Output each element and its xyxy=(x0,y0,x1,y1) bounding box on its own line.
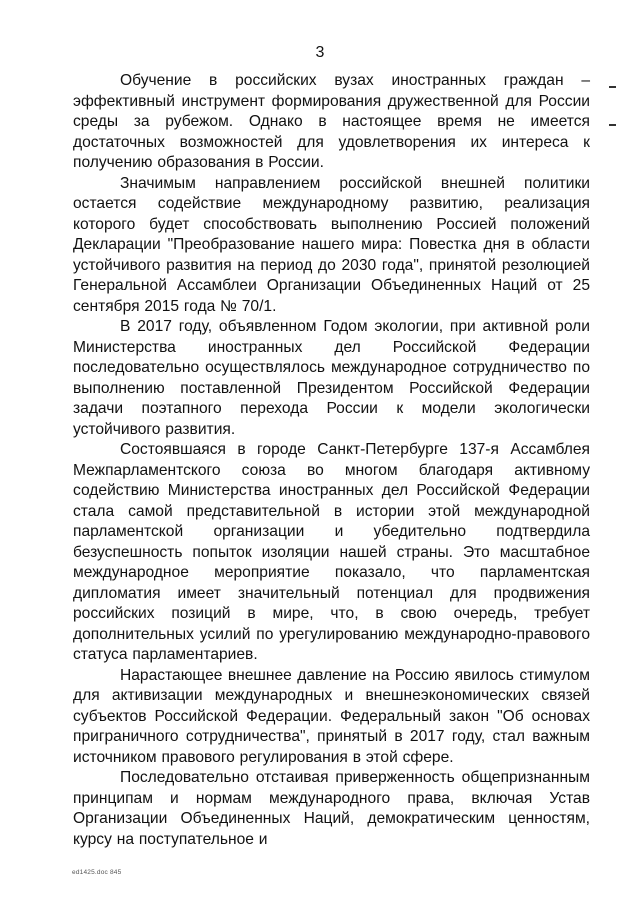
paragraph-ecology-year: В 2017 году, объявленном Годом экологии, при активной роли Министерства иностранных дел Российской Федерации последовательно осуществлялось международное сотрудничество по выполнению поставленной Президентом Российской Федерации задачи поэтапного перехода России к модели экологически устойчивого развития. xyxy=(73,318,590,438)
paragraph-development-assistance: Значимым направлением российской внешней политики остается содействие международному развитию, реализация которого будет способствовать выполнению Россией положений Декларации "Преобразование нашего мира: Повестка дня в области устойчивого развития на период до 2030 года", принятой резолюцией Генеральной Ассамблеи Организации Объединенных Наций от 25 сентября 2015 года № 70/1. xyxy=(73,174,590,315)
margin-mark xyxy=(609,86,616,88)
paragraph-ipu-assembly: Состоявшаяся в городе Санкт-Петербурге 137-я Ассамблея Межпарламентского союза во многом благодаря активному содействию Министерства иностранных дел Российской Федерации стала самой представительной в истории этой международной парламентской организации и убедительно подтвердила безуспешность попыток изоляции нашей страны. Это масштабное международное мероприятие показало, что парламентская дипломатия имеет значительный потенциал для продвижения российских позиций в мире, что, в свою очередь, требует дополнительных усилий по урегулированию международно-правового статуса парламентариев. xyxy=(73,441,590,663)
footer-doc-code: ed1425.doc 845 xyxy=(72,869,122,876)
paragraph-international-law: Последовательно отстаивая приверженность общепризнанным принципам и нормам международного права, включая Устав Организации Объединенных Наций, демократическим ценностям, курсу на поступательное и xyxy=(73,769,590,848)
document-body xyxy=(73,71,590,850)
margin-mark xyxy=(609,124,616,126)
paragraph-regional-cooperation: Нарастающее внешнее давление на Россию явилось стимулом для активизации международных и внешнеэкономических связей субъектов Российской Федерации. Федеральный закон "Об основах приграничного сотрудничества", принятый в 2017 году, стал важным источником правового регулирования в этой сфере. xyxy=(73,666,590,766)
paragraph-education: Обучение в российских вузах иностранных граждан – эффективный инструмент формирования дружественной для России среды за рубежом. Однако в настоящее время не имеется достаточных возможностей для удовлетворения их интереса к получению образования в России. xyxy=(73,72,590,171)
page-number: 3 xyxy=(315,44,325,61)
